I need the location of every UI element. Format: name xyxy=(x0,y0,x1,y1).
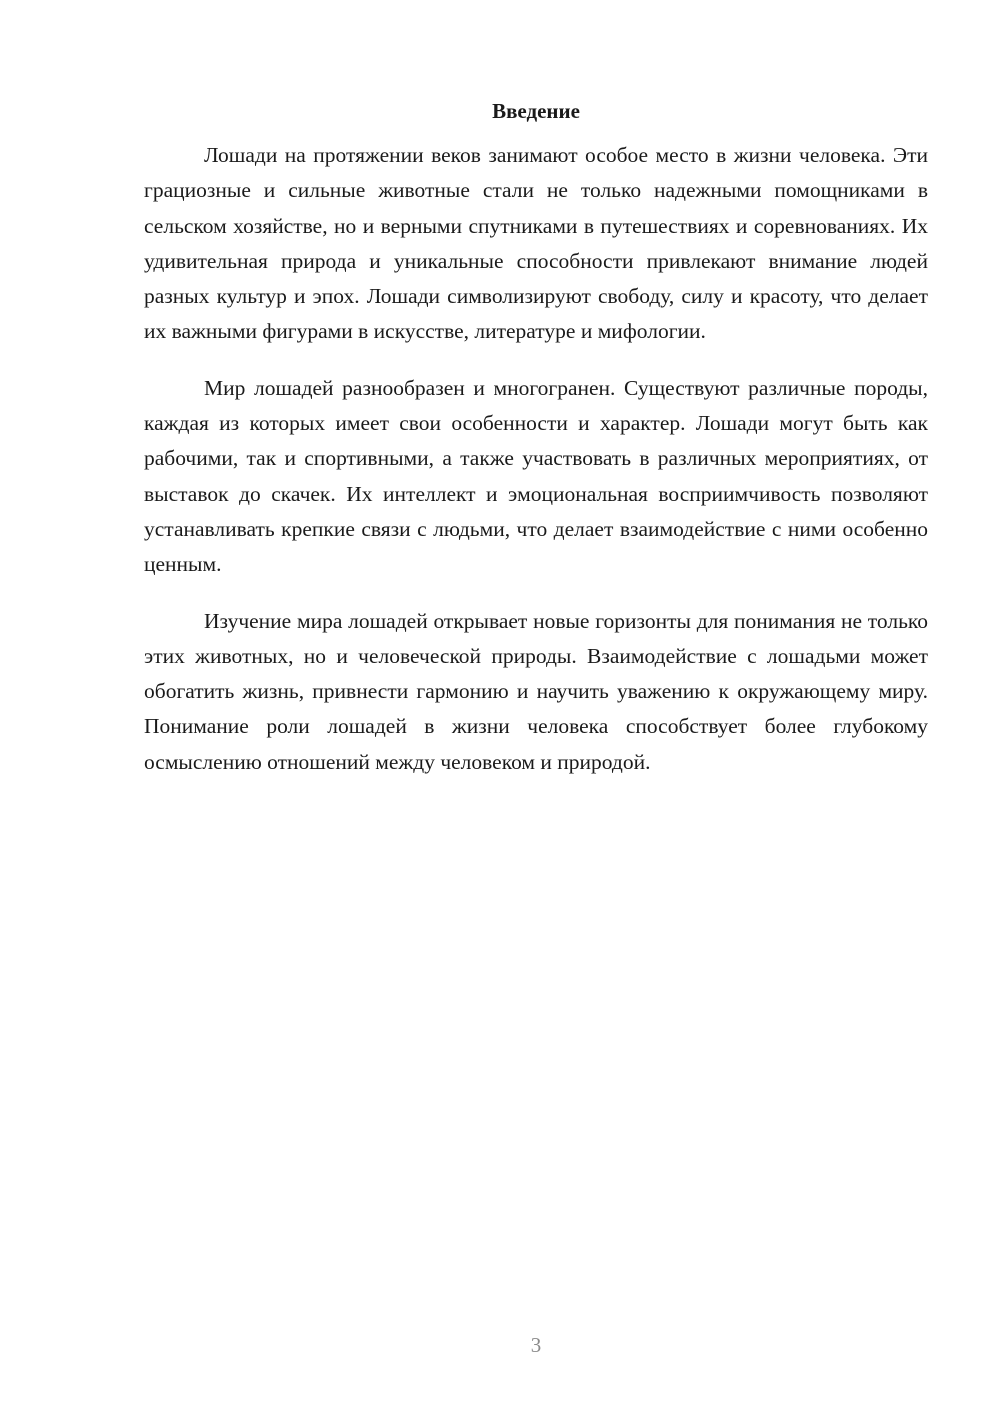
page-number: 3 xyxy=(530,1333,542,1357)
paragraph-2: Мир лошадей разнообразен и многогранен. Существуют различные породы, каждая из которых имеет свои особенности и характер. Лошади могут быть как рабочими, так и спортивными, а также участвовать в различных мероприятиях, от выставок до скачек. Их интеллект и эмоциональная восприимчивость позволяют устанавливать крепкие связи с людьми, что делает взаимодействие с ними особенно ценным. xyxy=(144,375,928,577)
paragraph-1: Лошади на протяжении веков занимают особое место в жизни человека. Эти грациозные и сильные животные стали не только надежными помощниками в сельском хозяйстве, но и верными спутниками в путешествиях и соревнованиях. Их удивительная природа и уникальные способности привлекают внимание людей разных культур и эпох. Лошади символизируют свободу, силу и красоту, что делает их важными фигурами в искусстве, литературе и мифологии. xyxy=(144,143,928,344)
paragraph-3: Изучение мира лошадей открывает новые горизонты для понимания не только этих животных, но и человеческой природы. Взаимодействие с лошадьми может обогатить жизнь, привнести гармонию и научить уважению к окружающему миру. Понимание роли лошадей в жизни человека способствует более глубокому осмыслению отношений между человеком и природой. xyxy=(144,608,928,774)
section-heading: Введение xyxy=(492,99,580,123)
page-content xyxy=(144,96,928,801)
